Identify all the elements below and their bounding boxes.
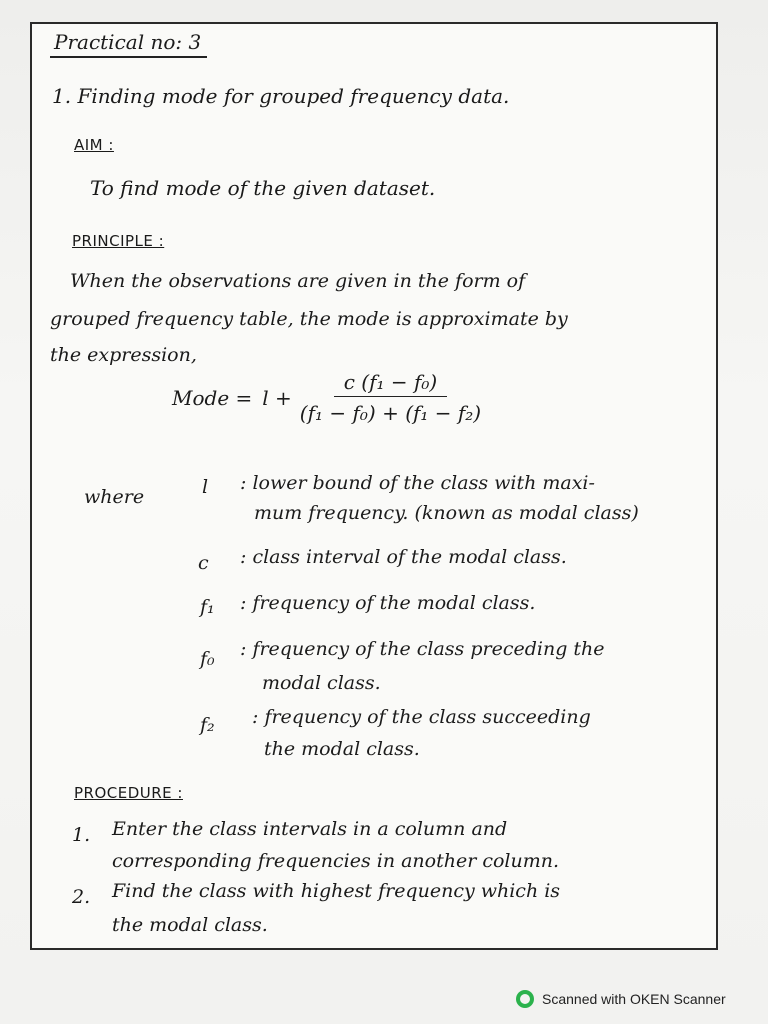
def-f2-line-1: : frequency of the class succeeding xyxy=(252,706,591,728)
notebook-page xyxy=(30,22,718,950)
def-f1-line-1: : frequency of the modal class. xyxy=(240,592,536,614)
def-l-line-1: : lower bound of the class with maxi- xyxy=(240,472,595,494)
principle-line-3: the expression, xyxy=(50,344,197,366)
def-symbol-f1: f₁ xyxy=(200,596,215,618)
principle-line-1: When the observations are given in the form of xyxy=(70,270,526,292)
formula-numerator: c (f₁ − f₀) xyxy=(334,370,447,397)
procedure-step-2-line-2: the modal class. xyxy=(112,914,268,936)
practical-title-text: Practical no: 3 xyxy=(54,30,202,54)
scanner-logo-icon xyxy=(516,990,534,1008)
principle-heading: PRINCIPLE : xyxy=(72,232,165,250)
def-c-line-1: : class interval of the modal class. xyxy=(240,546,567,568)
def-symbol-l: l xyxy=(202,476,209,498)
def-symbol-f0: f₀ xyxy=(200,648,215,670)
aim-text: To find mode of the given dataset. xyxy=(90,176,436,200)
def-f0-line-1: : frequency of the class preceding the xyxy=(240,638,605,660)
def-f2-line-2: the modal class. xyxy=(264,738,420,760)
procedure-step-2-number: 2. xyxy=(72,886,91,908)
formula-l-plus: l + xyxy=(262,385,292,410)
procedure-step-1-number: 1. xyxy=(72,824,91,846)
aim-heading: AIM : xyxy=(74,136,114,154)
scanner-text: Scanned with OKEN Scanner xyxy=(542,991,726,1007)
where-label: where xyxy=(84,486,145,508)
formula-fraction xyxy=(300,370,481,425)
procedure-heading: PROCEDURE : xyxy=(74,784,183,802)
def-l-line-2: mum frequency. (known as modal class) xyxy=(254,502,639,524)
practical-title xyxy=(50,30,207,58)
formula-lhs: Mode = xyxy=(172,385,253,410)
scanner-watermark xyxy=(516,990,726,1008)
def-symbol-f2: f₂ xyxy=(200,714,215,736)
mode-formula xyxy=(172,370,481,425)
principle-line-2: grouped frequency table, the mode is approximate by xyxy=(50,308,568,330)
item-1-heading: 1. Finding mode for grouped frequency data. xyxy=(52,84,510,108)
procedure-step-2-line-1: Find the class with highest frequency which is xyxy=(112,880,561,902)
procedure-step-1-line-1: Enter the class intervals in a column and xyxy=(112,818,508,840)
procedure-step-1-line-2: corresponding frequencies in another column. xyxy=(112,850,560,872)
formula-denominator: (f₁ − f₀) + (f₁ − f₂) xyxy=(299,401,482,425)
def-symbol-c: c xyxy=(198,552,209,574)
def-f0-line-2: modal class. xyxy=(262,672,381,694)
